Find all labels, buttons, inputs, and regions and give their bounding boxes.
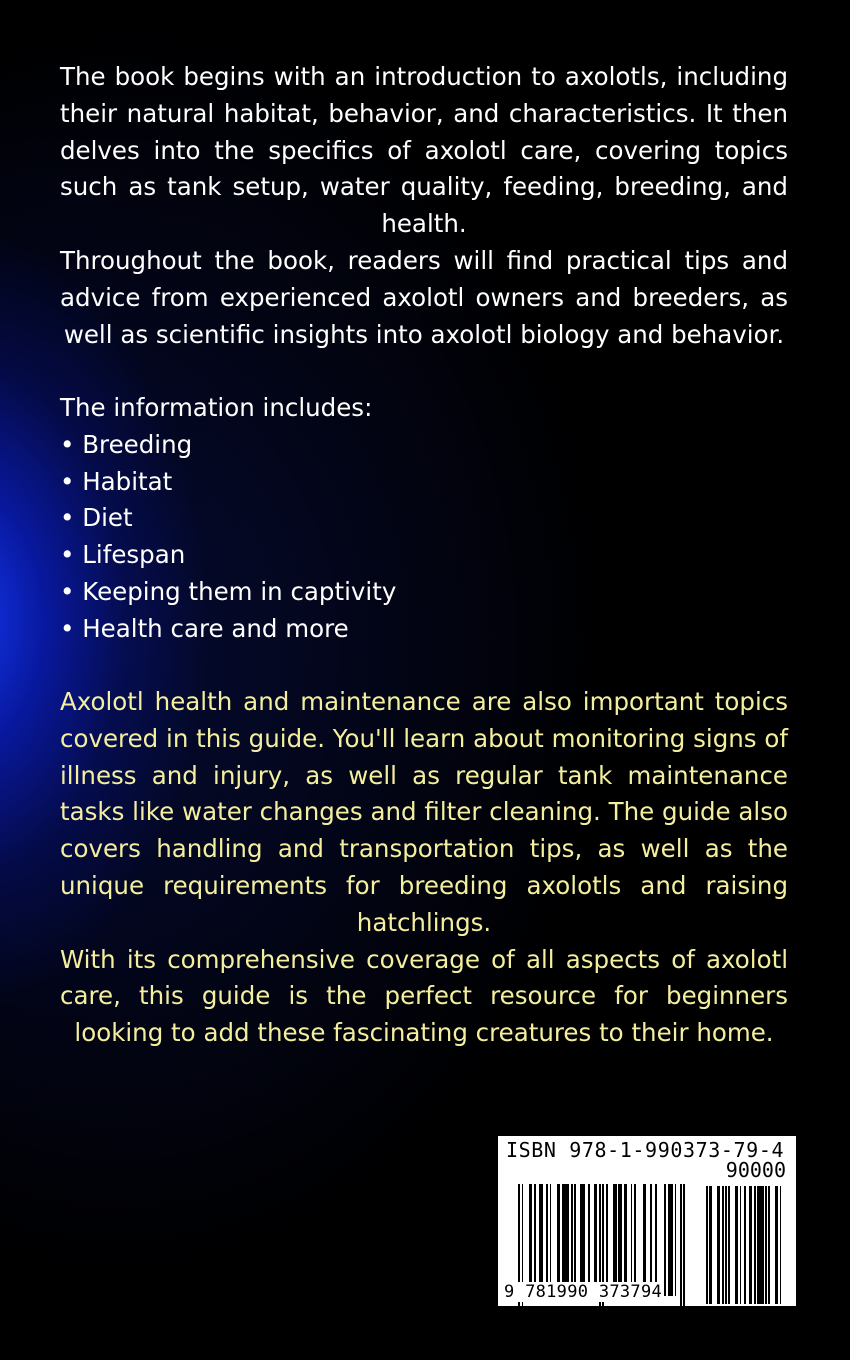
barcode-bar xyxy=(580,1184,585,1296)
barcode-bar xyxy=(754,1186,756,1304)
barcode-addon-bars-icon xyxy=(706,1186,786,1304)
barcode-bar xyxy=(768,1186,770,1304)
barcode-bar xyxy=(618,1184,622,1296)
info-list-section xyxy=(60,390,660,648)
ean-number: 9 781990 373794 xyxy=(504,1282,663,1302)
barcode-bar xyxy=(606,1184,608,1296)
intro-section xyxy=(60,59,788,353)
intro-paragraph-2: Throughout the book, readers will find practical tips and advice from experienced axolotl owners and breeders, as well as scientific insights into axolotl biology and behavior. xyxy=(60,245,788,349)
barcode-bar xyxy=(735,1186,738,1304)
list-item: • Diet xyxy=(60,500,660,537)
barcode-bar xyxy=(631,1184,633,1296)
barcode-bar xyxy=(655,1184,657,1296)
barcode-bar xyxy=(683,1184,685,1306)
barcode-bar xyxy=(571,1184,573,1296)
barcode-bar xyxy=(664,1184,666,1296)
list-item: • Habitat xyxy=(60,464,660,501)
barcode-bar xyxy=(534,1184,536,1296)
barcode-bar xyxy=(613,1184,617,1296)
barcode-bar xyxy=(765,1186,767,1304)
barcode-bar xyxy=(675,1184,677,1296)
barcode-bar xyxy=(650,1184,652,1296)
barcode-bar xyxy=(722,1186,724,1304)
barcode-bar xyxy=(546,1184,548,1296)
info-list xyxy=(60,427,660,648)
price-code: 90000 xyxy=(725,1158,786,1182)
barcode-bar xyxy=(706,1186,708,1304)
barcode-bar xyxy=(744,1186,746,1304)
barcode-bar xyxy=(780,1186,782,1304)
list-item: • Health care and more xyxy=(60,611,660,648)
barcode-bar xyxy=(588,1184,590,1296)
list-item: • Lifespan xyxy=(60,537,660,574)
barcode-bar xyxy=(680,1184,682,1306)
barcode-bar xyxy=(725,1186,727,1304)
list-item: • Breeding xyxy=(60,427,660,464)
barcode-bar xyxy=(749,1186,752,1304)
closing-paragraph-1: Axolotl health and maintenance are also important topics covered in this guide. You'll learn about monitoring signs of illness and injury, as well as regular tank maintenance tasks like water changes and filter cleaning. The guide also covers handling and transportation tips, as well as the unique requirements for breeding axolotls and raising hatchlings. xyxy=(60,687,788,937)
barcode-bar xyxy=(557,1184,561,1296)
info-list-heading: The information includes: xyxy=(60,393,373,422)
barcode-bar xyxy=(717,1186,720,1304)
barcode-bar xyxy=(594,1184,598,1296)
barcode-bar xyxy=(562,1184,569,1296)
isbn-number: ISBN 978-1-990373-79-4 xyxy=(506,1138,785,1162)
barcode-bar xyxy=(643,1184,647,1296)
closing-section xyxy=(60,684,788,1052)
barcode-bar xyxy=(728,1186,730,1304)
barcode-bar xyxy=(668,1184,673,1296)
barcode-bar xyxy=(529,1184,533,1296)
barcode-bar xyxy=(775,1186,778,1304)
list-item: • Keeping them in captivity xyxy=(60,574,660,611)
barcode-bar xyxy=(624,1184,628,1296)
barcode-bar xyxy=(757,1186,763,1304)
intro-paragraph-1: The book begins with an introduction to axolotls, including their natural habitat, behavior, and characteristics. It then delves into the specifics of axolotl care, covering topics such as tank setup, water quality, feeding, breeding, and health. xyxy=(60,62,788,239)
barcode-bars-icon xyxy=(518,1184,686,1296)
barcode-bar xyxy=(539,1184,543,1296)
barcode-bar xyxy=(574,1184,576,1296)
closing-paragraph-2: With its comprehensive coverage of all aspects of axolotl care, this guide is the perfect resource for beginners looking to add these fascinating creatures to their home. xyxy=(60,944,788,1048)
barcode-bar xyxy=(740,1186,742,1304)
barcode-bar xyxy=(634,1184,636,1296)
barcode-bar xyxy=(709,1186,712,1304)
isbn-barcode xyxy=(498,1136,796,1306)
barcode-bar xyxy=(550,1184,552,1296)
